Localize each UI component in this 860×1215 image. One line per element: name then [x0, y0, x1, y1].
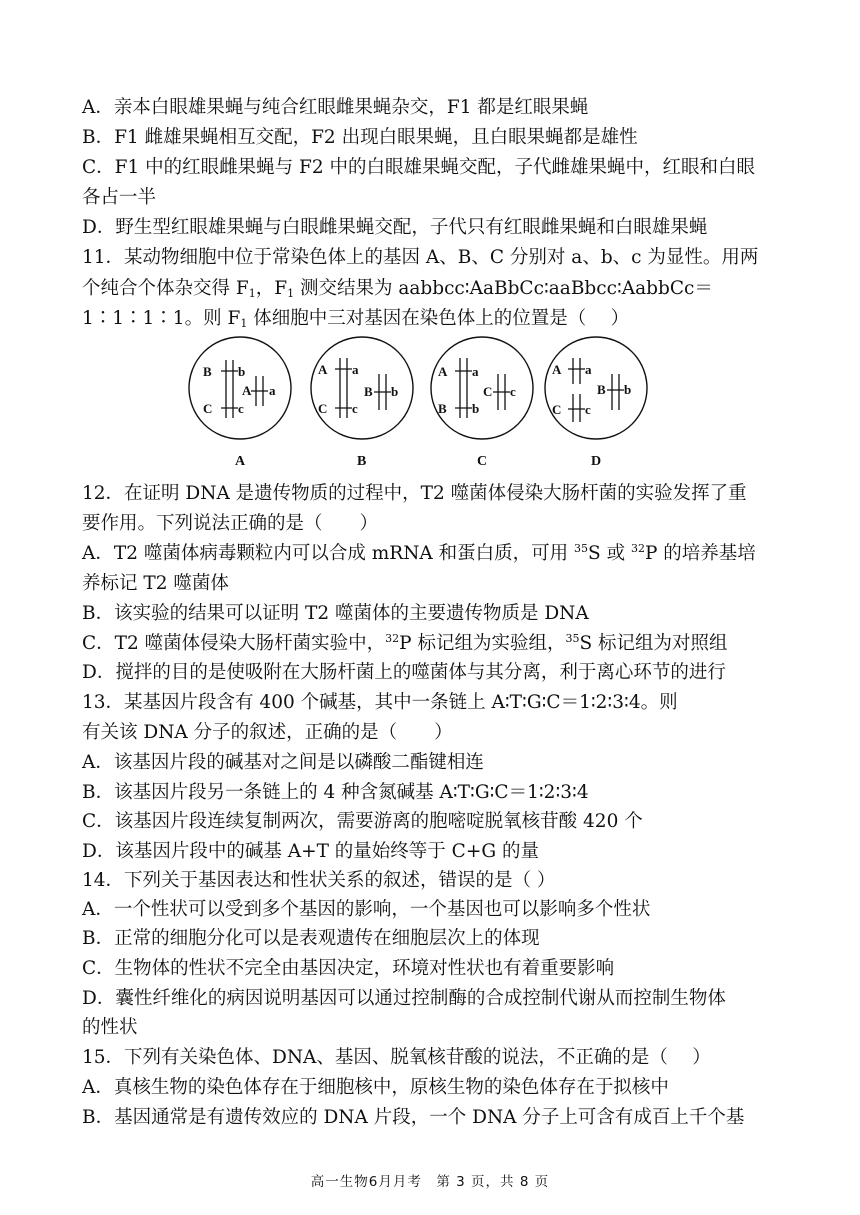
- cell-b-gene: C: [318, 401, 328, 416]
- q12-option-c: C．T2 噬菌体侵染大肠杆菌实验中，$^{32}$P 标记组为实验组，$^{35}$S 标记组为对照组: [82, 632, 728, 654]
- q14-stem: 14．下列关于基因表达和性状关系的叙述，错误的是（ ）: [82, 870, 556, 891]
- cell-b-gene: A: [318, 362, 328, 377]
- cell-a-gene: A: [242, 383, 252, 398]
- q11-figure: [180, 336, 670, 470]
- cell-d: [568, 358, 624, 422]
- cell-d-gene: B: [597, 382, 606, 397]
- q14-option-b: B．正常的细胞分化可以是表观遗传在细胞层次上的体现: [82, 928, 540, 949]
- cell-a-gene: c: [238, 401, 244, 416]
- q14-option-c: C．生物体的性状不完全由基因决定，环境对性状也有着重要影响: [82, 958, 615, 979]
- q10-option-b: B．F1 雌雄果蝇相互交配，F2 出现白眼果蝇，且白眼果蝇都是雄性: [82, 127, 638, 148]
- cell-c-gene: c: [510, 384, 516, 399]
- q11-stem: 11．某动物细胞中位于常染色体上的基因 A、B、C 分别对 a、b、c 为显性。用两: [82, 247, 759, 268]
- q10-option-a: A．亲本白眼雄果蝇与纯合红眼雌果蝇杂交，F1 都是红眼果蝇: [82, 97, 589, 118]
- q15-option-a: A．真核生物的染色体存在于细胞核中，原核生物的染色体存在于拟核中: [82, 1077, 669, 1098]
- cell-c-circle: [431, 337, 533, 439]
- page-footer: 高一生物6月月考 第 3 页，共 8 页: [310, 1174, 550, 1190]
- q14-option-d: D．囊性纤维化的病因说明基因可以通过控制酶的合成控制代谢从而控制生物体: [82, 988, 726, 1009]
- cell-d-circle: [545, 337, 647, 439]
- figure-caption-d: D: [591, 454, 602, 469]
- cell-b-gene: b: [391, 384, 399, 399]
- q10-option-d: D．野生型红眼雄果蝇与白眼雌果蝇交配，子代只有红眼雌果蝇和白眼雄果蝇: [82, 217, 708, 238]
- cell-c-gene: B: [438, 401, 447, 416]
- q14-option-a: A．一个性状可以受到多个基因的影响，一个基因也可以影响多个性状: [82, 899, 651, 920]
- q13-option-b: B．该基因片段另一条链上的 4 种含氮碱基 A∶T∶G∶C＝1∶2∶3∶4: [82, 782, 589, 803]
- cell-b-gene: B: [364, 384, 373, 399]
- cell-b: [335, 358, 391, 418]
- cell-b-gene: a: [352, 362, 359, 377]
- q15-option-b: B．基因通常是有遗传效应的 DNA 片段，一个 DNA 分子上可含有成百上千个基: [82, 1107, 745, 1128]
- figure-caption-c: C: [477, 454, 488, 469]
- q14-option-d-cont: 的性状: [82, 1017, 138, 1038]
- q15-stem: 15．下列有关染色体、DNA、基因、脱氧核苷酸的说法，不正确的是（ ）: [82, 1047, 711, 1068]
- q12-option-a: A．T2 噬菌体病毒颗粒内可以合成 mRNA 和蛋白质，可用 $^{35}$S 或 $^{32}$P 的培养基培: [82, 542, 756, 564]
- cell-d-gene: c: [585, 402, 591, 417]
- q12-option-a-cont: 养标记 T2 噬菌体: [82, 573, 229, 594]
- q11-stem-line3: 1∶1∶1∶1。则 $F_1$ 体细胞中三对基因在染色体上的位置是（ ）: [82, 308, 630, 330]
- q13-option-a: A．该基因片段的碱基对之间是以磷酸二酯键相连: [82, 752, 484, 773]
- q12-option-b: B．该实验的结果可以证明 T2 噬菌体的主要遗传物质是 DNA: [82, 603, 589, 624]
- cell-c-gene: A: [438, 364, 448, 379]
- q11-stem-line2: 个纯合个体杂交得 $F_1$，$F_1$ 测交结果为 aabbcc∶AaBbCc∶aaBbcc∶AabbCc＝: [82, 278, 713, 300]
- figure-caption-b: B: [357, 454, 367, 469]
- cell-a-gene: B: [203, 364, 212, 379]
- cell-a-circle: [189, 337, 291, 439]
- cell-d-gene: A: [552, 362, 562, 377]
- cell-d-gene: a: [585, 362, 592, 377]
- q12-stem: 12．在证明 DNA 是遗传物质的过程中，T2 噬菌体侵染大肠杆菌的实验发挥了重: [82, 483, 747, 504]
- q10-option-c: C．F1 中的红眼雌果蝇与 F2 中的白眼雄果蝇交配，子代雌雄果蝇中，红眼和白眼: [82, 157, 756, 178]
- cell-c-gene: C: [483, 384, 493, 399]
- q12-stem-line2: 要作用。下列说法正确的是（ ）: [82, 513, 379, 534]
- q13-option-d: D．该基因片段中的碱基 A+T 的量始终等于 C+G 的量: [82, 841, 539, 862]
- q10-option-c-cont: 各占一半: [82, 187, 157, 208]
- cell-c-gene: a: [472, 364, 479, 379]
- q13-stem: 13．某基因片段含有 400 个碱基，其中一条链上 A∶T∶G∶C＝1∶2∶3∶4。则: [82, 692, 678, 713]
- q13-stem-line2: 有关该 DNA 分子的叙述，正确的是（ ）: [82, 722, 453, 743]
- cell-b-gene: c: [352, 401, 358, 416]
- q12-option-d: D．搅拌的目的是使吸附在大肠杆菌上的噬菌体与其分离，利于离心环节的进行: [82, 662, 726, 683]
- cell-a-gene: b: [238, 364, 246, 379]
- q13-option-c: C．该基因片段连续复制两次，需要游离的胞嘧啶脱氧核苷酸 420 个: [82, 811, 643, 832]
- chromosome-diagram: [180, 336, 670, 470]
- figure-caption-a: A: [235, 454, 246, 469]
- cell-a-gene: a: [269, 383, 276, 398]
- cell-c-gene: b: [472, 401, 480, 416]
- cell-d-gene: C: [552, 402, 562, 417]
- cell-d-gene: b: [624, 382, 632, 397]
- cell-a-gene: C: [203, 401, 213, 416]
